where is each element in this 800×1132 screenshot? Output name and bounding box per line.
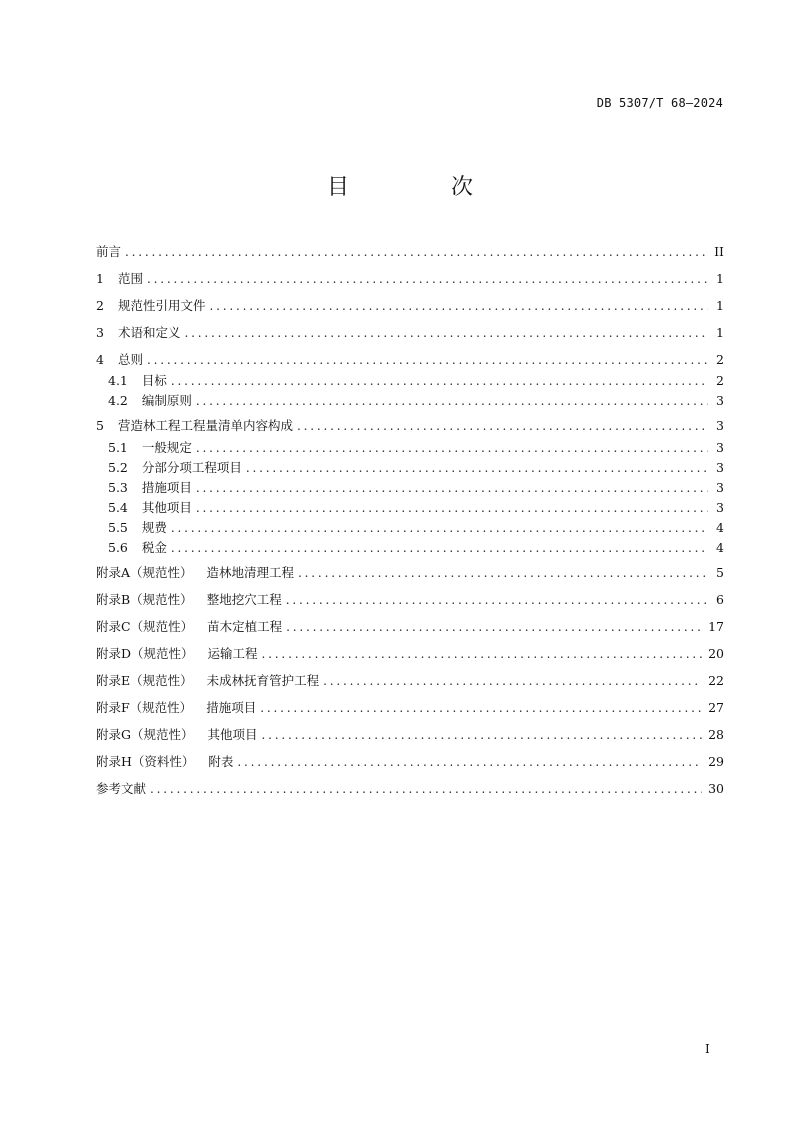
- toc-page-number: 2: [716, 373, 724, 388]
- toc-number: 4: [96, 352, 104, 367]
- toc-number: 1: [96, 271, 104, 286]
- toc-number: 5.2: [108, 460, 128, 475]
- toc-leader: [171, 372, 708, 390]
- document-code: DB 5307/T 68—2024: [596, 96, 723, 110]
- toc-page-number: 1: [716, 271, 724, 286]
- toc-entry-compilation-principles[interactable]: [108, 392, 724, 410]
- toc-leader: [147, 351, 708, 369]
- toc-leader: [262, 645, 703, 663]
- toc-entry-appendix-g[interactable]: [96, 726, 724, 744]
- toc-label: 一般规定: [141, 440, 192, 455]
- toc-label: 规费: [141, 520, 167, 535]
- toc-leader: [260, 699, 702, 717]
- toc-label: 税金: [141, 540, 167, 555]
- toc-entry-measure-items[interactable]: [108, 479, 724, 497]
- toc-page-number: 3: [716, 460, 724, 475]
- toc-leader: [262, 726, 703, 744]
- toc-leader: [286, 618, 702, 636]
- toc-entry-appendix-e[interactable]: [96, 672, 724, 690]
- toc-number: 附录C（规范性）: [96, 619, 194, 634]
- toc-leader: [196, 392, 708, 410]
- toc-page-number: 22: [708, 673, 724, 688]
- toc-entry-normative-references[interactable]: [96, 297, 724, 315]
- toc-label: 其他项目: [141, 500, 192, 515]
- toc-label: 编制原则: [141, 393, 192, 408]
- toc-label: 规范性引用文件: [117, 298, 206, 313]
- toc-label: 参考文献: [96, 781, 147, 796]
- toc-leader: [147, 270, 708, 288]
- toc-leader: [298, 564, 708, 582]
- toc-entry-appendix-b[interactable]: [96, 591, 724, 609]
- toc-label: 术语和定义: [117, 325, 181, 340]
- toc-label: 总则: [117, 352, 143, 367]
- toc-leader: [286, 591, 708, 609]
- toc-leader: [196, 439, 708, 457]
- toc-page-number: 27: [708, 700, 724, 715]
- toc-label: 未成林抚育管护工程: [206, 673, 320, 688]
- toc-number: 5: [96, 418, 104, 433]
- toc-entry-terms[interactable]: [96, 324, 724, 342]
- toc-entry-other-items[interactable]: [108, 499, 724, 517]
- toc-entry-appendix-d[interactable]: [96, 645, 724, 663]
- toc-page-number: 5: [716, 565, 724, 580]
- toc-entry-taxes[interactable]: [108, 539, 724, 557]
- toc-number: 附录H（资料性）: [96, 754, 195, 769]
- toc-page-number: II: [714, 244, 724, 259]
- toc-leader: [237, 753, 702, 771]
- toc-page-number: 30: [708, 781, 724, 796]
- toc-label: 措施项目: [206, 700, 257, 715]
- toc-entry-fees[interactable]: [108, 519, 724, 537]
- toc-page-number: 3: [716, 418, 724, 433]
- toc-page-number: 2: [716, 352, 724, 367]
- toc-label: 措施项目: [141, 480, 192, 495]
- toc-label: 苗木定植工程: [207, 619, 283, 634]
- toc-leader: [246, 459, 708, 477]
- toc-leader: [323, 672, 702, 690]
- toc-leader: [297, 417, 708, 435]
- toc-number: 附录E（规范性）: [96, 673, 193, 688]
- toc-page-number: 17: [708, 619, 724, 634]
- page-title: 目 次: [326, 175, 513, 200]
- toc-label: 营造林工程工程量清单内容构成: [117, 418, 293, 433]
- toc-entry-objectives[interactable]: [108, 372, 724, 390]
- toc-entry-bibliography[interactable]: [96, 780, 724, 798]
- footer-page-number: I: [705, 1042, 710, 1056]
- toc-page-number: 1: [716, 298, 724, 313]
- toc-page-number: 4: [716, 520, 724, 535]
- toc-number: 附录B（规范性）: [96, 592, 193, 607]
- toc-leader: [171, 519, 708, 537]
- toc-page-number: 3: [716, 500, 724, 515]
- toc-number: 4.2: [108, 393, 128, 408]
- toc-page-number: 1: [716, 325, 724, 340]
- toc-entry-appendix-c[interactable]: [96, 618, 724, 636]
- toc-number: 4.1: [108, 373, 128, 388]
- toc-number: 5.1: [108, 440, 128, 455]
- toc-number: 3: [96, 325, 104, 340]
- toc-label: 前言: [96, 244, 122, 259]
- toc-entry-bill-contents[interactable]: [96, 417, 724, 435]
- toc-leader: [171, 539, 708, 557]
- toc-leader: [125, 243, 708, 261]
- toc-label: 整地挖穴工程: [206, 592, 282, 607]
- toc-entry-scope[interactable]: [96, 270, 724, 288]
- toc-entry-appendix-a[interactable]: [96, 564, 724, 582]
- toc-leader: [196, 479, 708, 497]
- toc-leader: [209, 297, 708, 315]
- toc-leader: [184, 324, 708, 342]
- toc-label: 造林地清理工程: [206, 565, 295, 580]
- toc-label: 范围: [117, 271, 143, 286]
- toc-page-number: 20: [708, 646, 724, 661]
- toc-leader: [150, 780, 702, 798]
- toc-leader: [196, 499, 708, 517]
- toc-number: 2: [96, 298, 104, 313]
- toc-page-number: 3: [716, 480, 724, 495]
- toc-number: 5.3: [108, 480, 128, 495]
- toc-number: 附录A（规范性）: [96, 565, 193, 580]
- toc-entry-general[interactable]: [96, 351, 724, 369]
- toc-label: 分部分项工程项目: [141, 460, 242, 475]
- toc-page-number: 28: [708, 727, 724, 742]
- toc-number: 5.4: [108, 500, 128, 515]
- toc-label: 附表: [208, 754, 234, 769]
- toc-page-number: 4: [716, 540, 724, 555]
- toc-entry-foreword[interactable]: [96, 243, 724, 261]
- toc-label: 目标: [141, 373, 167, 388]
- toc-number: 附录F（规范性）: [96, 700, 193, 715]
- toc-entry-subitem-works[interactable]: [108, 459, 724, 477]
- toc-page-number: 3: [716, 440, 724, 455]
- toc-number: 附录G（规范性）: [96, 727, 194, 742]
- toc-label: 运输工程: [207, 646, 258, 661]
- toc-entry-appendix-f[interactable]: [96, 699, 724, 717]
- toc-page-number: 3: [716, 393, 724, 408]
- toc-page-number: 29: [708, 754, 724, 769]
- toc-entry-appendix-h[interactable]: [96, 753, 724, 771]
- toc-entry-general-provisions[interactable]: [108, 439, 724, 457]
- toc-label: 其他项目: [207, 727, 258, 742]
- toc-page-number: 6: [716, 592, 724, 607]
- toc-number: 5.6: [108, 540, 128, 555]
- toc-number: 5.5: [108, 520, 128, 535]
- toc-number: 附录D（规范性）: [96, 646, 194, 661]
